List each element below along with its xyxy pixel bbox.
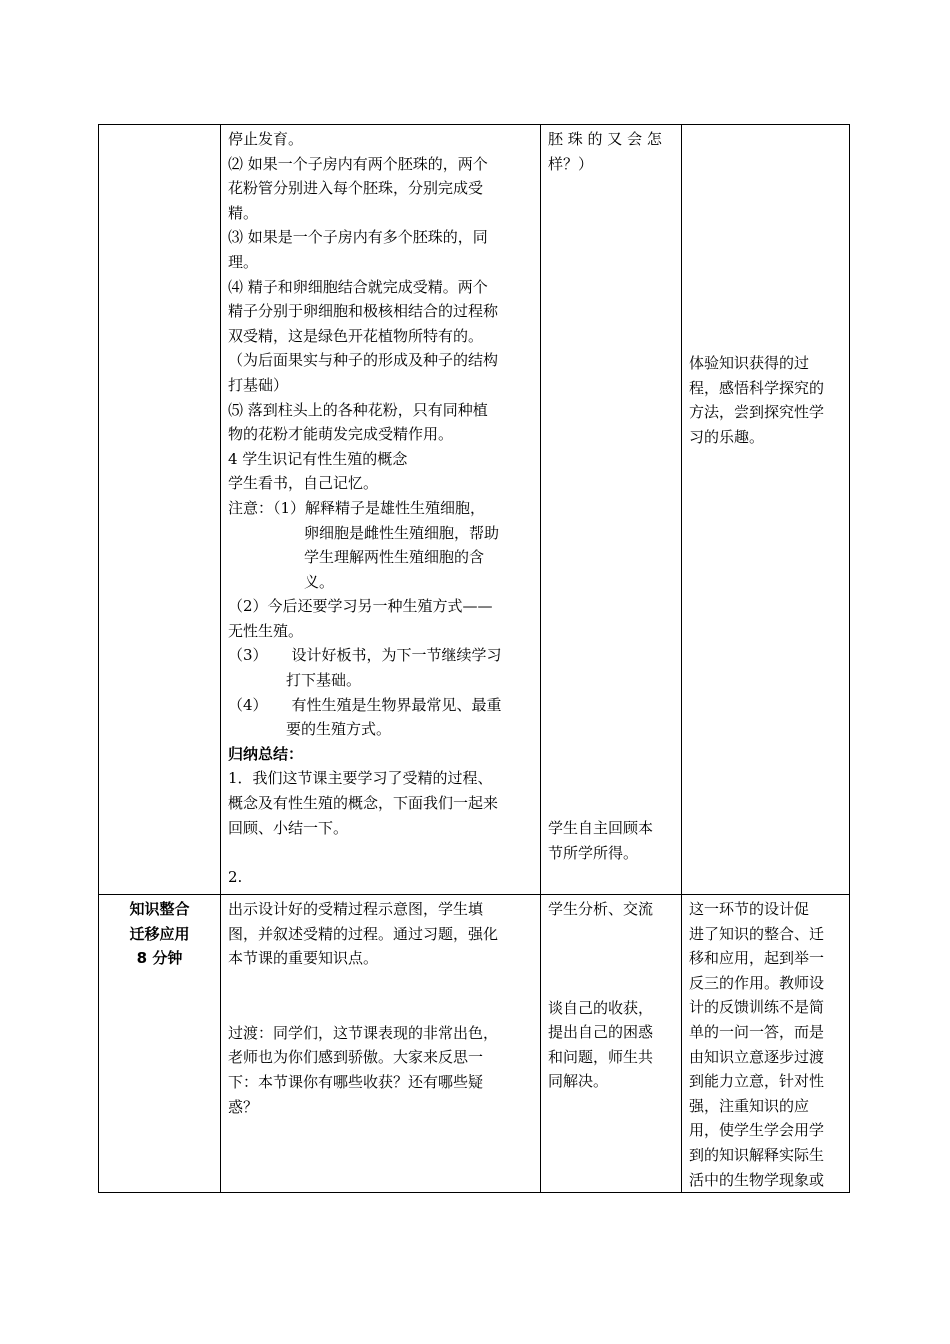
student-line: 胚 珠 的 又 会 怎 — [548, 130, 662, 148]
intent-line: 进了知识的整合、迁 — [689, 924, 825, 943]
intent-line: 计的反馈训练不是简 — [689, 998, 825, 1017]
activity-line: 下：本节课你有哪些收获？还有哪些疑 — [228, 1072, 484, 1091]
activity-line: 图，并叙述受精的过程。通过习题，强化 — [228, 924, 499, 943]
activity-line: 本节课的重要知识点。 — [228, 949, 379, 968]
note-line: 卵细胞是雌性生殖细胞，帮助 — [304, 523, 500, 542]
stage-label: 迁移应用 — [129, 924, 190, 943]
point-line: 打下基础。 — [286, 671, 362, 690]
student-line: 学生自主回顾本 — [548, 819, 654, 838]
point-line: （2）今后还要学习另一种生殖方式—— — [228, 597, 493, 616]
activity-line: 惑？ — [228, 1097, 259, 1116]
activity-line: 打基础） — [228, 375, 289, 394]
spacer — [689, 127, 843, 351]
student-line: 提出自己的困惑 — [548, 1023, 654, 1042]
summary-line: 概念及有性生殖的概念，下面我们一起来 — [228, 794, 499, 813]
point-line — [228, 693, 534, 718]
activity-line: 学生看书，自己记忆。 — [228, 474, 379, 493]
student-line: 谈自己的收获， — [548, 998, 654, 1017]
intent-line: 活中的生物学现象或 — [689, 1170, 825, 1189]
teacher-activity-cell — [221, 895, 541, 1193]
activity-line: ⑶ 如果是一个子房内有多个胚珠的，同 — [228, 228, 488, 247]
activity-line: 停止发育。 — [228, 130, 304, 148]
summary-item: 2. — [228, 867, 243, 886]
summary-line: 回顾、小结一下。 — [228, 818, 349, 837]
intent-line: 程，感悟科学探究的 — [689, 378, 825, 397]
student-activity-cell — [541, 895, 682, 1193]
point-line: 要的生殖方式。 — [286, 720, 392, 739]
intent-line: 体验知识获得的过 — [689, 354, 810, 372]
activity-line: 老师也为你们感到骄傲。大家来反思一 — [228, 1048, 484, 1067]
student-line: 节所学所得。 — [548, 843, 639, 862]
point-text: 有性生殖是生物界最常见、最重 — [291, 695, 502, 714]
activity-line: 出示设计好的受精过程示意图，学生填 — [228, 900, 484, 918]
spacer — [548, 922, 675, 996]
design-intent-cell — [682, 125, 850, 895]
summary-title: 归纳总结： — [228, 744, 304, 763]
design-intent-cell — [682, 895, 850, 1193]
intent-line: 这一环节的设计促 — [689, 900, 810, 918]
activity-line: 理。 — [228, 252, 259, 271]
intent-line: 到能力立意，针对性 — [689, 1072, 825, 1091]
activity-line: ⑷ 精子和卵细胞结合就完成受精。两个 — [228, 277, 488, 296]
activity-line: ⑵ 如果一个子房内有两个胚珠的，两个 — [228, 154, 488, 173]
point-label: （4） — [228, 695, 268, 714]
intent-line: 方法，尝到探究性学 — [689, 403, 825, 422]
table-row — [99, 895, 850, 1193]
activity-line: 精。 — [228, 203, 259, 222]
intent-line: 到的知识解释实际生 — [689, 1145, 825, 1164]
activity-line: （为后面果实与种子的形成及种子的结构 — [228, 351, 499, 370]
blank-line — [228, 840, 534, 865]
activity-line: 4 学生识记有性生殖的概念 — [228, 449, 408, 468]
student-line: 同解决。 — [548, 1072, 609, 1091]
intent-line: 由知识立意逐步过渡 — [689, 1047, 825, 1066]
activity-line: 注意：（1）解释精子是雄性生殖细胞， — [228, 498, 486, 517]
spacer — [228, 971, 534, 1021]
spacer — [548, 176, 675, 816]
activity-line: 精子分别于卵细胞和极核相结合的过程称 — [228, 302, 499, 321]
student-activity-cell — [541, 125, 682, 895]
intent-line: 用，使学生学会用学 — [689, 1121, 825, 1140]
note-line: 义。 — [304, 572, 335, 591]
point-label: （3） — [228, 646, 268, 665]
lesson-plan-table — [98, 124, 850, 1193]
stage-label: 知识整合 — [129, 900, 190, 918]
intent-line: 习的乐趣。 — [689, 427, 765, 446]
point-line — [228, 643, 534, 668]
activity-line: 物的花粉才能萌发完成受精作用。 — [228, 425, 454, 444]
point-text: 设计好板书，为下一节继续学习 — [291, 646, 502, 665]
stage-cell — [99, 895, 221, 1193]
intent-line: 移和应用，起到举一 — [689, 949, 825, 968]
note-line: 学生理解两性生殖细胞的含 — [304, 548, 485, 567]
teacher-activity-cell — [221, 125, 541, 895]
student-line: 学生分析、交流 — [548, 900, 654, 918]
activity-line: 花粉管分别进入每个胚珠，分别完成受 — [228, 179, 484, 198]
summary-line: 1．我们这节课主要学习了受精的过程、 — [228, 769, 493, 788]
student-line: 样？） — [548, 154, 594, 173]
point-line: 无性生殖。 — [228, 621, 304, 640]
stage-cell — [99, 125, 221, 895]
intent-line: 反三的作用。教师设 — [689, 973, 825, 992]
intent-line: 强，注重知识的应 — [689, 1096, 810, 1115]
stage-duration: 8 分钟 — [136, 949, 183, 968]
activity-line: 双受精，这是绿色开花植物所特有的。 — [228, 326, 484, 345]
student-line: 和问题，师生共 — [548, 1047, 654, 1066]
activity-line: ⑸ 落到柱头上的各种花粉，只有同种植 — [228, 400, 488, 419]
activity-line: 过渡：同学们，这节课表现的非常出色， — [228, 1023, 499, 1042]
intent-line: 单的一问一答，而是 — [689, 1022, 825, 1041]
table-row — [99, 125, 850, 895]
